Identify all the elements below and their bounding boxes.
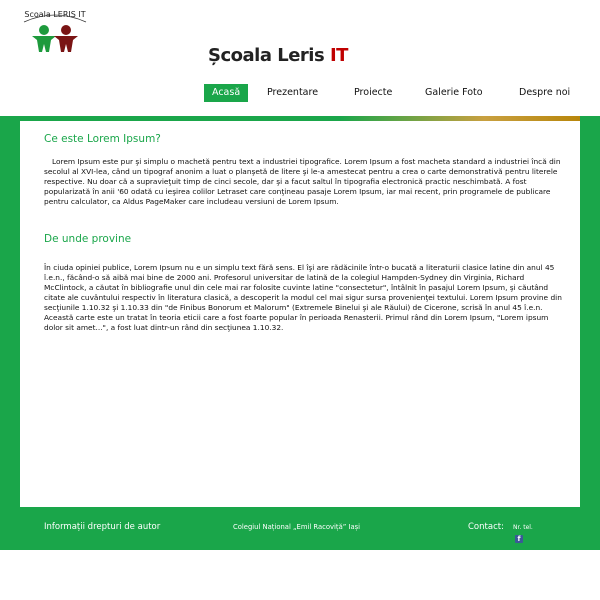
section-text-what-is: Lorem Ipsum este pur şi simplu o machetă pentru text a industriei tipografice. Lorem Ipsum a fost macheta standard a industriei încă din secolul al XVI-lea, când un tipograf anonim a luat o planşetă de litere şi le-a amestecat pentru a crea o carte demonstrativă pentru literele respective. Nu doar că a supravieţuit timp de cinci secole, dar şi a facut saltul în tipografia electronică practic neschimbată. A fost popularizată în anii '60 odată cu ieşirea colilor Letraset care conţineau pasaje Lorem Ipsum, iar mai recent, prin programele de publicare pentru calculator, ca Aldus PageMaker care includeau versiuni de Lorem Ipsum. (44, 157, 561, 206)
nav-about-us[interactable]: Despre noi (519, 87, 571, 98)
section-title-origin: De unde provine (44, 233, 132, 245)
footer-college: Colegiul Național „Emil Racoviță” Iași (233, 523, 361, 531)
frame-left-border (0, 116, 20, 550)
footer (20, 507, 580, 550)
main-nav (0, 84, 600, 102)
nav-presentation[interactable]: Prezentare (267, 87, 319, 98)
facebook-icon[interactable]: f (515, 535, 523, 543)
frame-right-border (580, 116, 600, 550)
site-title (208, 45, 348, 66)
footer-contact-label: Contact: (468, 522, 504, 532)
logo[interactable] (20, 10, 90, 60)
nav-home[interactable]: Acasă (204, 84, 248, 102)
section-title-what-is: Ce este Lorem Ipsum? (44, 133, 161, 145)
logo-figures-icon (20, 10, 90, 60)
site-title-main: Școala Leris (208, 45, 330, 66)
site-title-accent: IT (329, 45, 348, 66)
nav-photo-gallery[interactable]: Galerie Foto (425, 87, 483, 98)
footer-phone[interactable]: Nr. tel. (513, 524, 533, 531)
logo-text: Scoala LERIS IT (24, 10, 86, 19)
main-content (20, 121, 580, 507)
section-text-origin: În ciuda opiniei publice, Lorem Ipsum nu e un simplu text fără sens. El îşi are rădăcinile într-o bucată a literaturii clasice latine din anul 45 î.e.n., făcând-o să aibă mai bine de 2000 ani. Profesorul universitar de latină de la colegiul Hampden-Sydney din Virginia, Richard McClintock, a căutat în bibliografie unul din cele mai rar folosite cuvinte latine "consectetur", întâlnit în pasajul Lorem Ipsum, şi căutând citate ale cuvântului respectiv în literatura clasică, a descoperit la modul cel mai sigur sursa provenienţei textului. Lorem Ipsum provine din secţiunile 1.10.32 şi 1.10.33 din "de Finibus Bonorum et Malorum" (Extremele Binelui şi ale Răului) de Cicerone, scrisă în anul 45 î.e.n. Această carte este un tratat în teoria eticii care a fost foarte popular în perioada Renasterii. Primul rând din Lorem Ipsum, "Lorem ipsum dolor sit amet...", a fost luat dintr-un rând din secţiunea 1.10.32. (44, 263, 562, 332)
nav-projects[interactable]: Proiecte (354, 87, 393, 98)
footer-copyright: Informații drepturi de autor (44, 522, 161, 532)
